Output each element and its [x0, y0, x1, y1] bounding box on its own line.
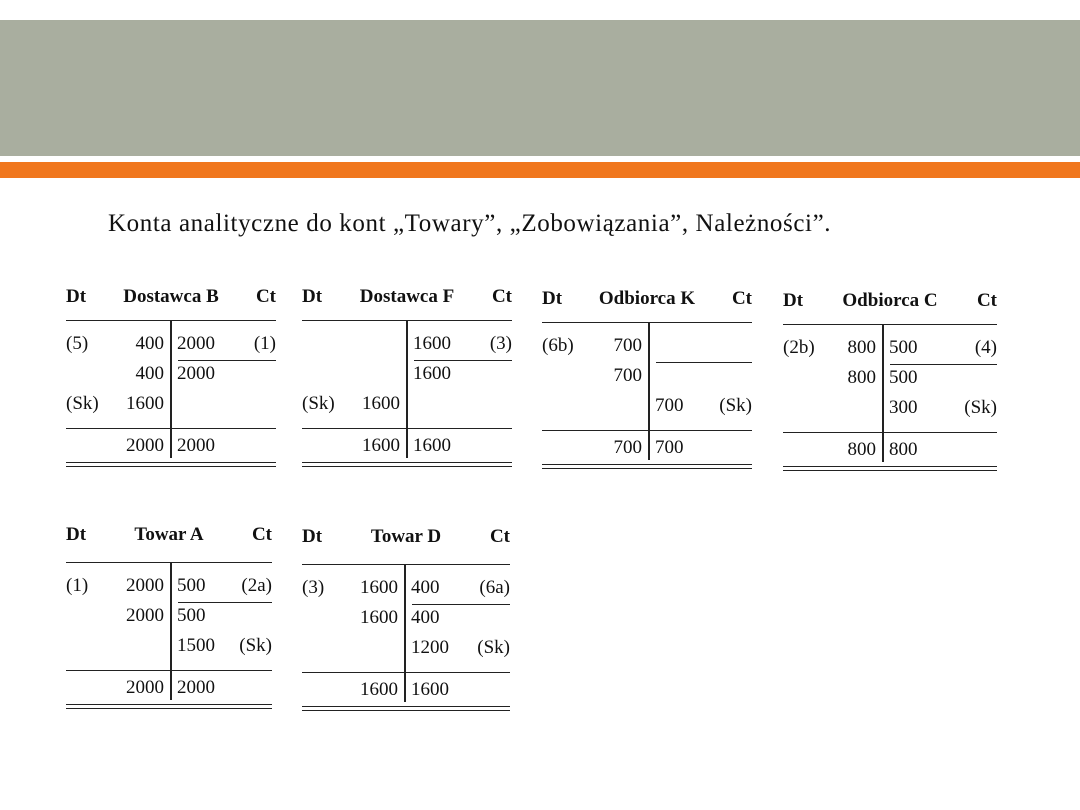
account-top-line: [66, 562, 272, 563]
account-double-line: [302, 710, 510, 711]
debit-amount: 1600: [362, 393, 400, 414]
header-banner: [0, 20, 1080, 156]
account-entry-line: [178, 360, 276, 361]
account-split-line: [170, 562, 172, 700]
t-account: [302, 526, 510, 726]
credit-amount: 400: [411, 607, 440, 628]
account-name: Towar D: [370, 526, 442, 547]
account-entry-line: [890, 364, 997, 365]
account-header: [783, 290, 997, 316]
t-account: [66, 286, 276, 486]
account-header: [302, 286, 512, 312]
t-account: [66, 524, 272, 724]
credit-amount: 700: [655, 395, 684, 416]
debit-amount: 1600: [126, 393, 164, 414]
account-dt-label: Dt: [783, 290, 804, 311]
debit-total: 1600: [360, 679, 398, 700]
credit-amount: 500: [889, 337, 918, 358]
account-double-line: [66, 708, 272, 709]
credit-amount: 1600: [413, 363, 451, 384]
account-double-line: [66, 704, 272, 705]
account-dt-label: Dt: [542, 288, 563, 309]
account-sum-line: [302, 672, 510, 673]
account-dt-label: Dt: [66, 524, 87, 545]
credit-total: 800: [889, 439, 918, 460]
credit-amount: 1200: [411, 637, 449, 658]
credit-amount: 2000: [177, 363, 215, 384]
account-double-line: [66, 462, 276, 463]
t-account: [302, 286, 512, 486]
debit-label: (5): [66, 333, 89, 354]
account-name: Odbiorca C: [842, 290, 938, 311]
account-ct-label: Ct: [489, 526, 510, 547]
debit-total: 2000: [126, 677, 164, 698]
account-name: Dostawca B: [123, 286, 219, 307]
account-entry-line: [178, 602, 272, 603]
credit-label: (6a): [479, 577, 510, 598]
credit-label: (Sk): [964, 397, 997, 418]
account-double-line: [302, 466, 512, 467]
account-double-line: [783, 470, 997, 471]
account-ct-label: Ct: [731, 288, 752, 309]
account-dt-label: Dt: [302, 526, 323, 547]
account-entry-line: [414, 360, 512, 361]
credit-label: (3): [489, 333, 512, 354]
credit-label: (1): [253, 333, 276, 354]
debit-amount: 1600: [360, 577, 398, 598]
account-double-line: [542, 468, 752, 469]
debit-amount: 400: [135, 363, 164, 384]
t-account: [783, 290, 997, 490]
slide-title: Konta analityczne do kont „Towary”, „Zobowiązania”, Należności”.: [108, 210, 832, 237]
account-ct-label: Ct: [251, 524, 272, 545]
credit-label: (4): [974, 337, 997, 358]
debit-amount: 1600: [360, 607, 398, 628]
debit-total: 700: [613, 437, 642, 458]
account-ct-label: Ct: [255, 286, 276, 307]
account-sum-line: [66, 428, 276, 429]
debit-amount: 2000: [126, 575, 164, 596]
account-ct-label: Ct: [976, 290, 997, 311]
account-double-line: [302, 462, 512, 463]
t-account: [542, 288, 752, 488]
account-header: [542, 288, 752, 314]
account-name: Towar A: [134, 524, 204, 545]
debit-label: (1): [66, 575, 89, 596]
credit-amount: 300: [889, 397, 918, 418]
credit-label: (2a): [241, 575, 272, 596]
account-split-line: [648, 322, 650, 460]
debit-total: 1600: [362, 435, 400, 456]
credit-total: 700: [655, 437, 684, 458]
account-name: Dostawca F: [359, 286, 455, 307]
credit-label: (Sk): [239, 635, 272, 656]
debit-amount: 800: [847, 337, 876, 358]
account-top-line: [302, 564, 510, 565]
account-sum-line: [302, 428, 512, 429]
account-sum-line: [542, 430, 752, 431]
account-header: [66, 524, 272, 550]
credit-amount: 500: [177, 575, 206, 596]
debit-amount: 400: [135, 333, 164, 354]
credit-amount: 500: [889, 367, 918, 388]
debit-amount: 700: [613, 365, 642, 386]
account-split-line: [170, 320, 172, 458]
account-top-line: [542, 322, 752, 323]
account-entry-line: [412, 604, 510, 605]
account-header: [66, 286, 276, 312]
credit-label: (Sk): [719, 395, 752, 416]
account-split-line: [882, 324, 884, 462]
account-name: Odbiorca K: [598, 288, 696, 309]
debit-amount: 700: [613, 335, 642, 356]
account-double-line: [302, 706, 510, 707]
account-split-line: [404, 564, 406, 702]
debit-amount: 800: [847, 367, 876, 388]
account-double-line: [66, 466, 276, 467]
credit-amount: 500: [177, 605, 206, 626]
credit-label: (Sk): [477, 637, 510, 658]
account-dt-label: Dt: [302, 286, 323, 307]
credit-total: 2000: [177, 677, 215, 698]
debit-label: (6b): [542, 335, 574, 356]
credit-amount: 1500: [177, 635, 215, 656]
account-split-line: [406, 320, 408, 458]
debit-total: 2000: [126, 435, 164, 456]
debit-total: 800: [847, 439, 876, 460]
account-sum-line: [66, 670, 272, 671]
credit-total: 2000: [177, 435, 215, 456]
credit-total: 1600: [411, 679, 449, 700]
debit-label: (Sk): [302, 393, 335, 414]
account-double-line: [783, 466, 997, 467]
credit-total: 1600: [413, 435, 451, 456]
account-top-line: [783, 324, 997, 325]
credit-amount: 400: [411, 577, 440, 598]
debit-label: (2b): [783, 337, 815, 358]
debit-amount: 2000: [126, 605, 164, 626]
account-dt-label: Dt: [66, 286, 87, 307]
debit-label: (Sk): [66, 393, 99, 414]
account-ct-label: Ct: [491, 286, 512, 307]
debit-label: (3): [302, 577, 325, 598]
credit-amount: 2000: [177, 333, 215, 354]
account-double-line: [542, 464, 752, 465]
account-entry-line: [656, 362, 752, 363]
accent-stripe: [0, 162, 1080, 178]
account-sum-line: [783, 432, 997, 433]
account-header: [302, 526, 510, 552]
credit-amount: 1600: [413, 333, 451, 354]
